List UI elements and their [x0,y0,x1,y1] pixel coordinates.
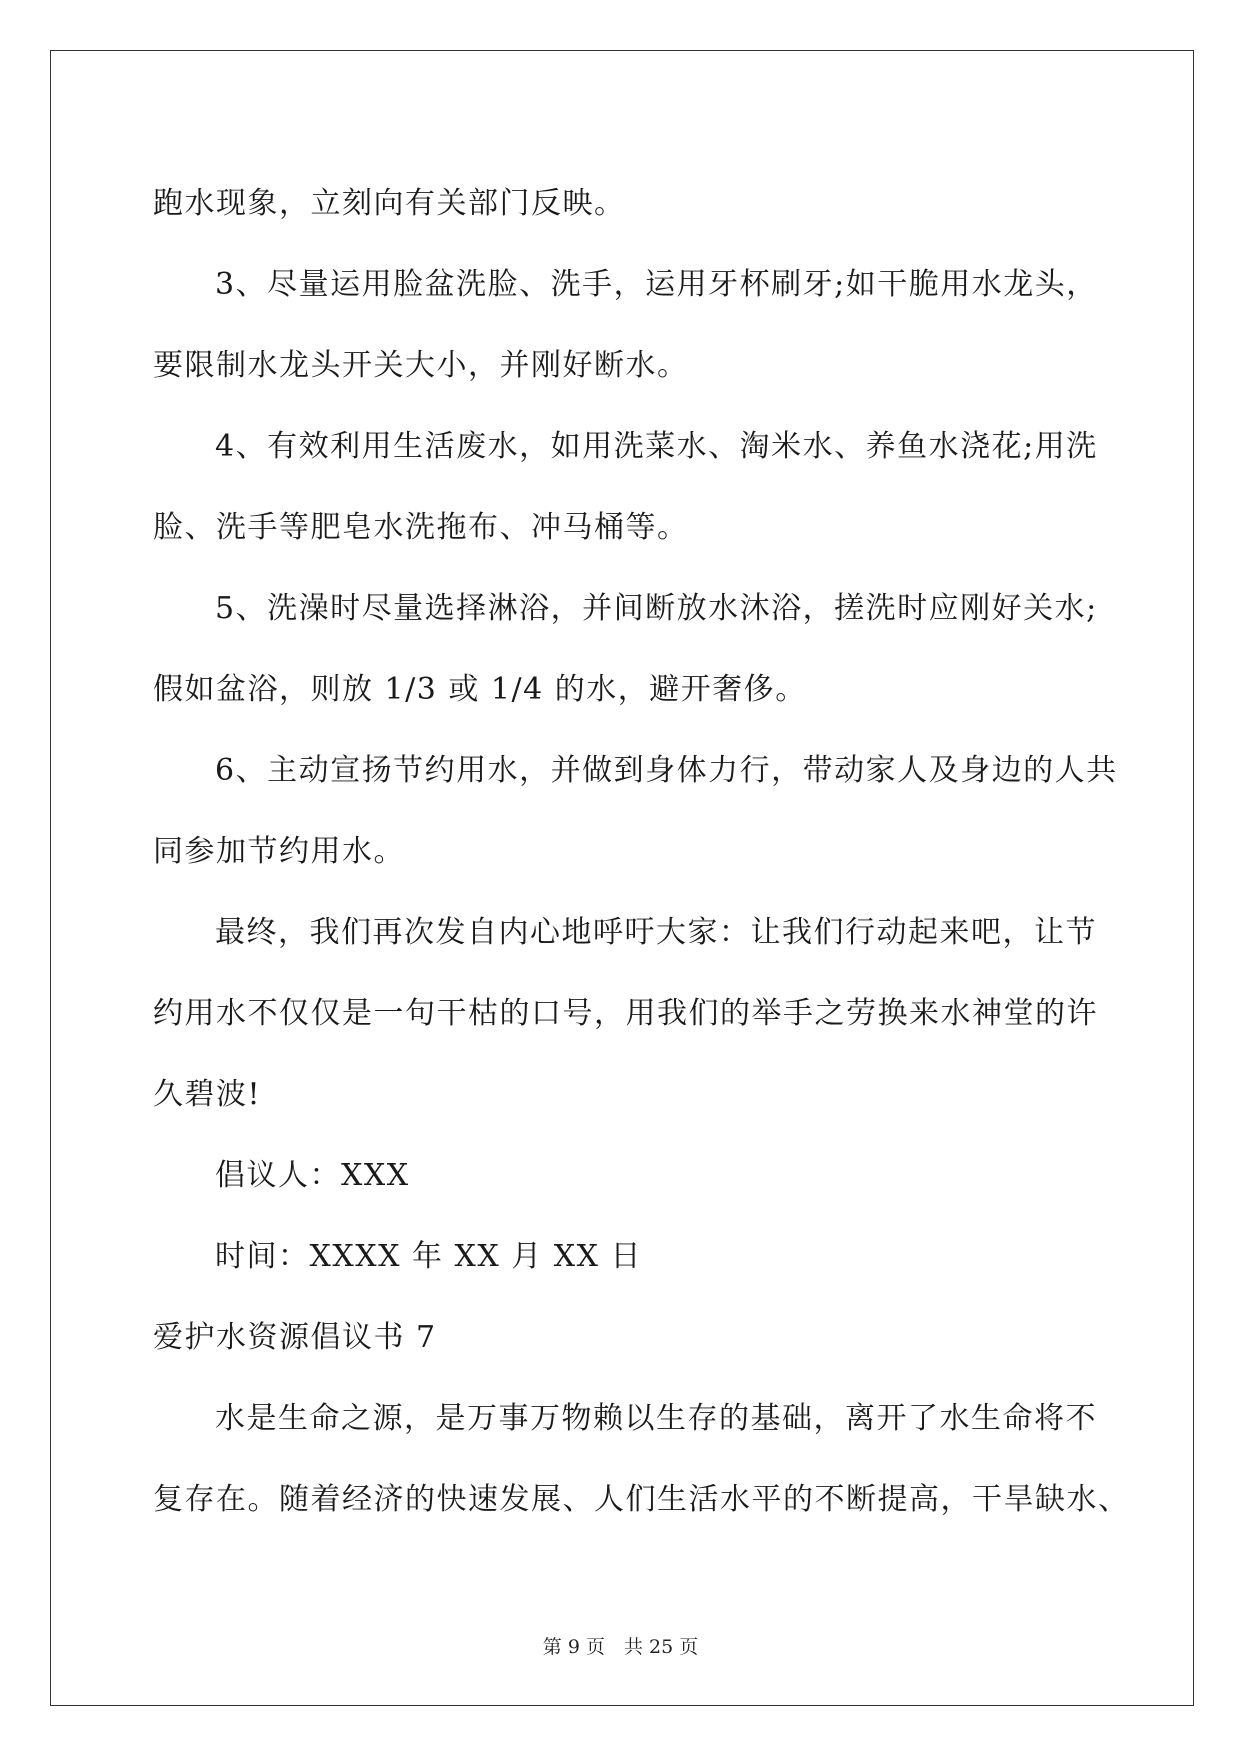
text-line: 最终，我们再次发自内心地呼吁大家：让我们行动起来吧，让节 [215,915,1097,950]
text-line: 约用水不仅仅是一句干枯的口号，用我们的举手之劳换来水神堂的许 [153,996,1098,1031]
text-line: 复存在。随着经济的快速发展、人们生活水平的不断提高，干旱缺水、 [153,1482,1130,1517]
text-line: 要限制水龙头开关大小，并刚好断水。 [153,348,689,383]
text-line: 6、主动宣扬节约用水，并做到身体力行，带动家人及身边的人共 [215,753,1118,788]
text-line: 3、尽量运用脸盆洗脸、洗手，运用牙杯刷牙;如干脆用水龙头， [215,267,1098,302]
text-line: 假如盆浴，则放 1/3 或 1/4 的水，避开奢侈。 [153,672,807,707]
proposer-line: 倡议人：XXX [215,1158,410,1193]
text-line: 同参加节约用水。 [153,834,405,869]
date-line: 时间：XXXX 年 XX 月 XX 日 [215,1239,643,1274]
text-line: 跑水现象，立刻向有关部门反映。 [153,186,626,221]
text-line: 5、洗澡时尽量选择淋浴，并间断放水沐浴，搓洗时应刚好关水; [215,591,1098,626]
text-line: 4、有效利用生活废水，如用洗菜水、淘米水、养鱼水浇花;用洗 [215,429,1098,464]
page-number: 第 9 页 共 25 页 [542,1636,699,1658]
document-body [153,163,1130,1540]
text-line: 久碧波! [153,1077,262,1112]
text-line: 脸、洗手等肥皂水洗拖布、冲马桶等。 [153,510,689,545]
section-heading: 爱护水资源倡议书 7 [153,1320,437,1355]
text-line: 水是生命之源，是万事万物赖以生存的基础，离开了水生命将不 [215,1401,1097,1436]
